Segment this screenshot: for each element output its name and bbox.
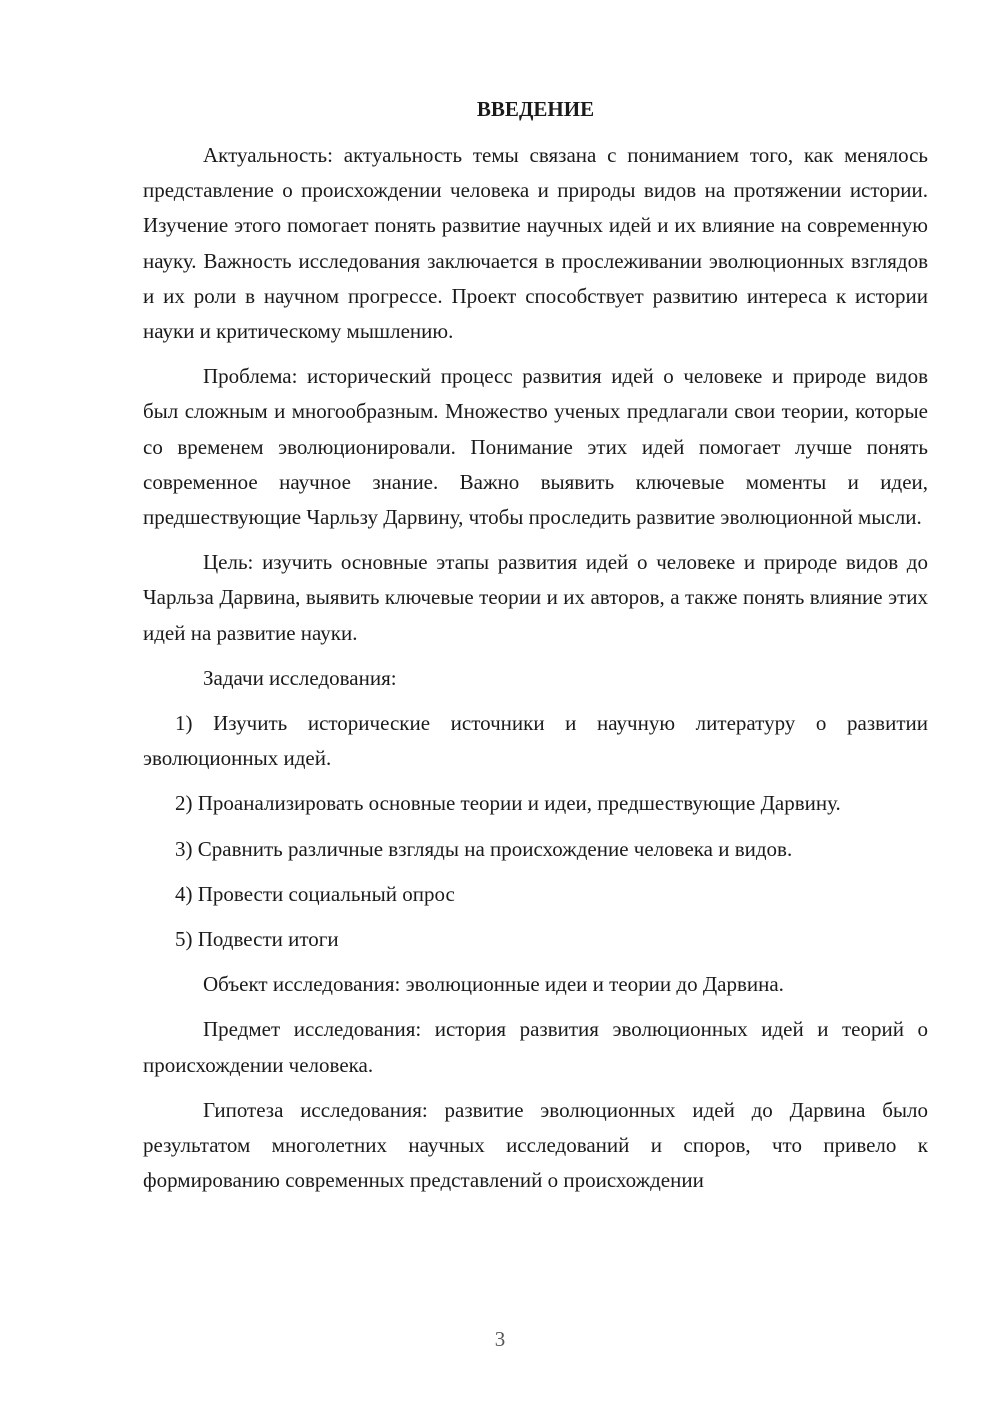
task-item: 3) Сравнить различные взгляды на происхождение человека и видов. <box>175 836 793 861</box>
paragraph-object: Объект исследования: эволюционные идеи и теории до Дарвина. <box>203 972 784 997</box>
paragraph-relevance: Актуальность: актуальность темы связана с пониманием того, как менялось представление о происхождении человека и природы видов на протяжении истории. Изучение этого помогает понять развитие научных идей и их влияние на современную науку. Важность исследования заключается в прослеживании эволюционных взглядов и их роли в научном прогрессе. Проект способствует развитию интереса к истории науки и критическому мышлению. <box>143 143 928 344</box>
paragraph-tasks-heading: Задачи исследования: <box>203 665 397 690</box>
document-page <box>143 92 928 1208</box>
page-number: 3 <box>494 1327 506 1351</box>
task-item: 1) Изучить исторические источники и научную литературу о развитии эволюционных идей. <box>143 711 928 771</box>
paragraph-subject: Предмет исследования: история развития эволюционных идей и теорий о происхождении человека. <box>143 1017 928 1077</box>
paragraph-goal: Цель: изучить основные этапы развития идей о человеке и природе видов до Чарльза Дарвина, выявить ключевые теории и их авторов, а также понять влияние этих идей на развитие науки. <box>143 550 928 645</box>
document-title: ВВЕДЕНИЕ <box>476 97 595 121</box>
task-item: 5) Подвести итоги <box>175 927 339 952</box>
task-item: 4) Провести социальный опрос <box>175 881 455 906</box>
task-item: 2) Проанализировать основные теории и идеи, предшествующие Дарвину. <box>175 791 841 816</box>
paragraph-hypothesis: Гипотеза исследования: развитие эволюционных идей до Дарвина было результатом многолетних научных исследований и споров, что привело к формированию современных представлений о происхождении <box>143 1097 928 1193</box>
paragraph-problem: Проблема: исторический процесс развития идей о человеке и природе видов был сложным и многообразным. Множество ученых предлагали свои теории, которые со временем эволюционировали. Понимание этих идей помогает лучше понять современное научное знание. Важно выявить ключевые моменты и идеи, предшествующие Чарльзу Дарвину, чтобы проследить развитие эволюционной мысли. <box>143 364 928 530</box>
